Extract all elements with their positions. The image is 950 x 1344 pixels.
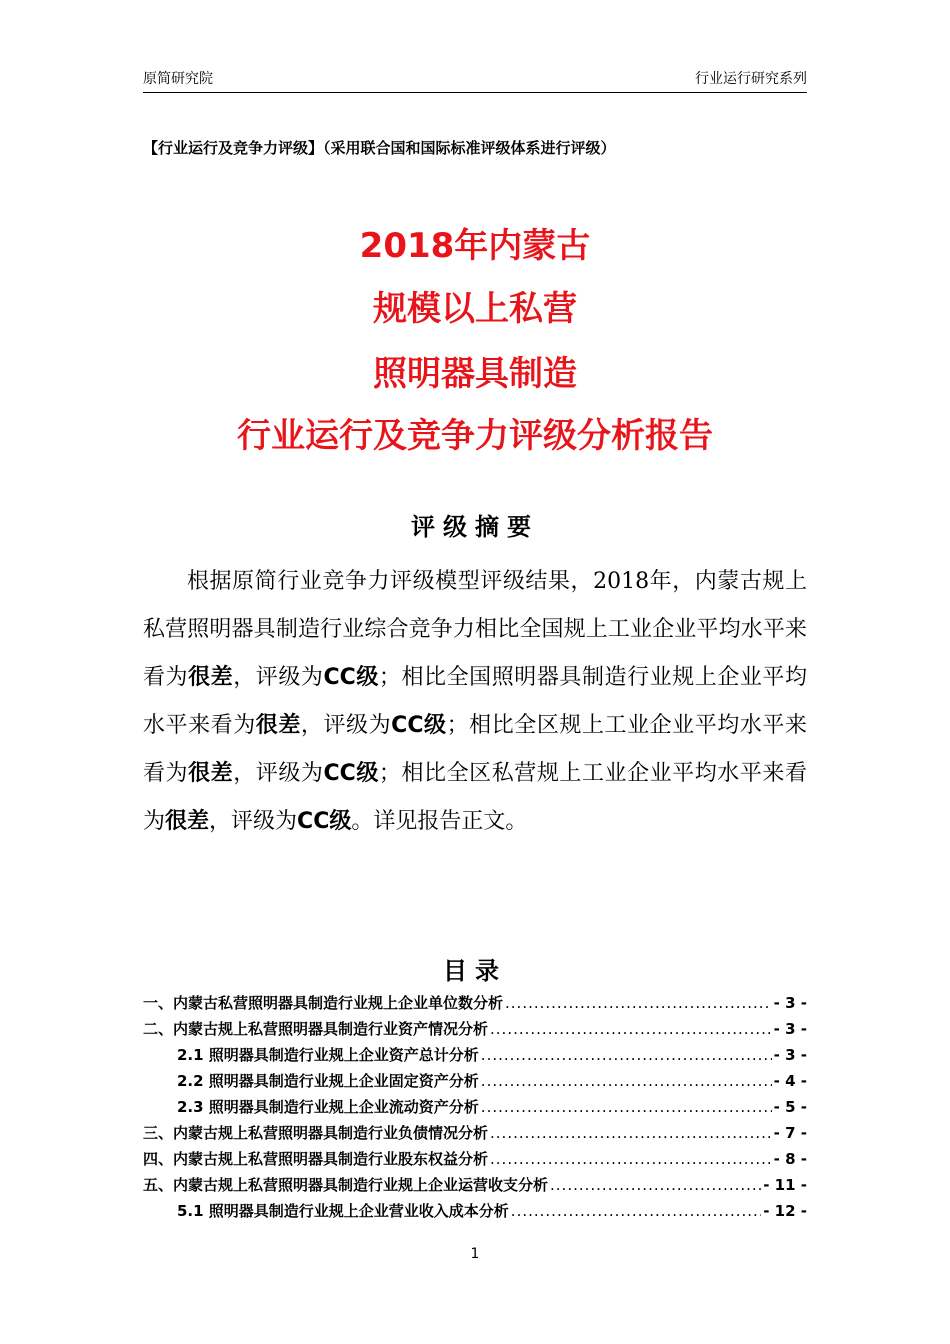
toc-entry[interactable] xyxy=(143,1096,807,1122)
toc-entry-page: - 8 - xyxy=(773,1150,807,1168)
summary-text: ；相比全区规上工业企业平均水平来看为 xyxy=(143,713,807,786)
summary-text: ，评级为 xyxy=(233,761,324,786)
toc-entry[interactable] xyxy=(143,1018,807,1044)
toc-entry-page: - 11 - xyxy=(763,1176,807,1194)
toc-leader xyxy=(481,1046,772,1064)
summary-text: 根据原简行业竞争力评级模型评级结果，2018年，内蒙古规上私营照明器具制造行业综合竞争力相比全国规上工业企业平均水平来看为 xyxy=(143,569,807,690)
toc-leader xyxy=(481,1098,772,1116)
toc-entry-label: 三、内蒙古规上私营照明器具制造行业负债情况分析 xyxy=(143,1124,489,1142)
toc-entry-label: 2.2 照明器具制造行业规上企业固定资产分析 xyxy=(177,1072,479,1090)
toc-entry-page: - 3 - xyxy=(773,994,807,1012)
rating-word: 很差 xyxy=(255,713,301,738)
summary-text: ，评级为 xyxy=(233,665,324,690)
toc-entry-page: - 3 - xyxy=(773,1046,807,1064)
toc-leader xyxy=(511,1202,761,1220)
toc-entry[interactable] xyxy=(143,1148,807,1174)
summary-body xyxy=(143,558,807,846)
summary-paragraph xyxy=(143,558,807,846)
rating-word: 很差 xyxy=(188,665,234,690)
toc-entry[interactable] xyxy=(143,1174,807,1200)
report-title-line-3: 照明器具制造 xyxy=(373,354,577,394)
summary-text: ，评级为 xyxy=(209,809,298,834)
table-of-contents xyxy=(143,992,807,1226)
toc-entry-label: 2.3 照明器具制造行业规上企业流动资产分析 xyxy=(177,1098,479,1116)
report-title-line-1: 2018年内蒙古 xyxy=(359,226,591,266)
summary-text: ；相比全区私营规上工业企业平均水平来看为 xyxy=(143,761,807,834)
rating-word: 很差 xyxy=(165,809,210,834)
toc-entry-page: - 4 - xyxy=(773,1072,807,1090)
report-subtitle: 【行业运行及竞争力评级】（采用联合国和国际标准评级体系进行评级） xyxy=(143,139,616,157)
toc-leader xyxy=(481,1072,772,1090)
toc-entry[interactable] xyxy=(143,1070,807,1096)
rating-grade: CC级 xyxy=(391,713,447,738)
toc-leader xyxy=(550,1176,761,1194)
toc-entry[interactable] xyxy=(143,992,807,1018)
summary-text: 。详见报告正文。 xyxy=(351,809,528,834)
report-title-line-2: 规模以上私营 xyxy=(373,289,577,329)
toc-leader xyxy=(490,1150,772,1168)
header-divider xyxy=(143,92,807,93)
rating-grade: CC级 xyxy=(323,665,379,690)
header-series: 行业运行研究系列 xyxy=(695,71,807,87)
summary-text: ；相比全国照明器具制造行业规上企业平均水平来看为 xyxy=(143,665,807,738)
toc-entry-label: 二、内蒙古规上私营照明器具制造行业资产情况分析 xyxy=(143,1020,489,1038)
toc-entry-label: 四、内蒙古规上私营照明器具制造行业股东权益分析 xyxy=(143,1150,489,1168)
report-title-line-4: 行业运行及竞争力评级分析报告 xyxy=(237,416,713,456)
toc-entry-page: - 7 - xyxy=(773,1124,807,1142)
header-org: 原简研究院 xyxy=(143,71,213,87)
toc-entry[interactable] xyxy=(143,1044,807,1070)
toc-entry[interactable] xyxy=(143,1122,807,1148)
toc-leader xyxy=(505,994,772,1012)
summary-heading: 评级摘要 xyxy=(411,513,539,541)
summary-text: ，评级为 xyxy=(300,713,392,738)
toc-entry-page: - 3 - xyxy=(773,1020,807,1038)
rating-grade: CC级 xyxy=(297,809,352,834)
toc-entry[interactable] xyxy=(143,1200,807,1226)
toc-entry-label: 五、内蒙古规上私营照明器具制造行业规上企业运营收支分析 xyxy=(143,1176,549,1194)
toc-leader xyxy=(490,1124,772,1142)
toc-entry-label: 5.1 照明器具制造行业规上企业营业收入成本分析 xyxy=(177,1202,509,1220)
toc-entry-label: 一、内蒙古私营照明器具制造行业规上企业单位数分析 xyxy=(143,994,504,1012)
rating-grade: CC级 xyxy=(323,761,379,786)
toc-leader xyxy=(490,1020,772,1038)
toc-heading: 目录 xyxy=(443,957,507,985)
toc-entry-page: - 12 - xyxy=(763,1202,807,1220)
rating-word: 很差 xyxy=(188,761,234,786)
page-number: 1 xyxy=(470,1246,480,1262)
toc-entry-label: 2.1 照明器具制造行业规上企业资产总计分析 xyxy=(177,1046,479,1064)
toc-entry-page: - 5 - xyxy=(773,1098,807,1116)
